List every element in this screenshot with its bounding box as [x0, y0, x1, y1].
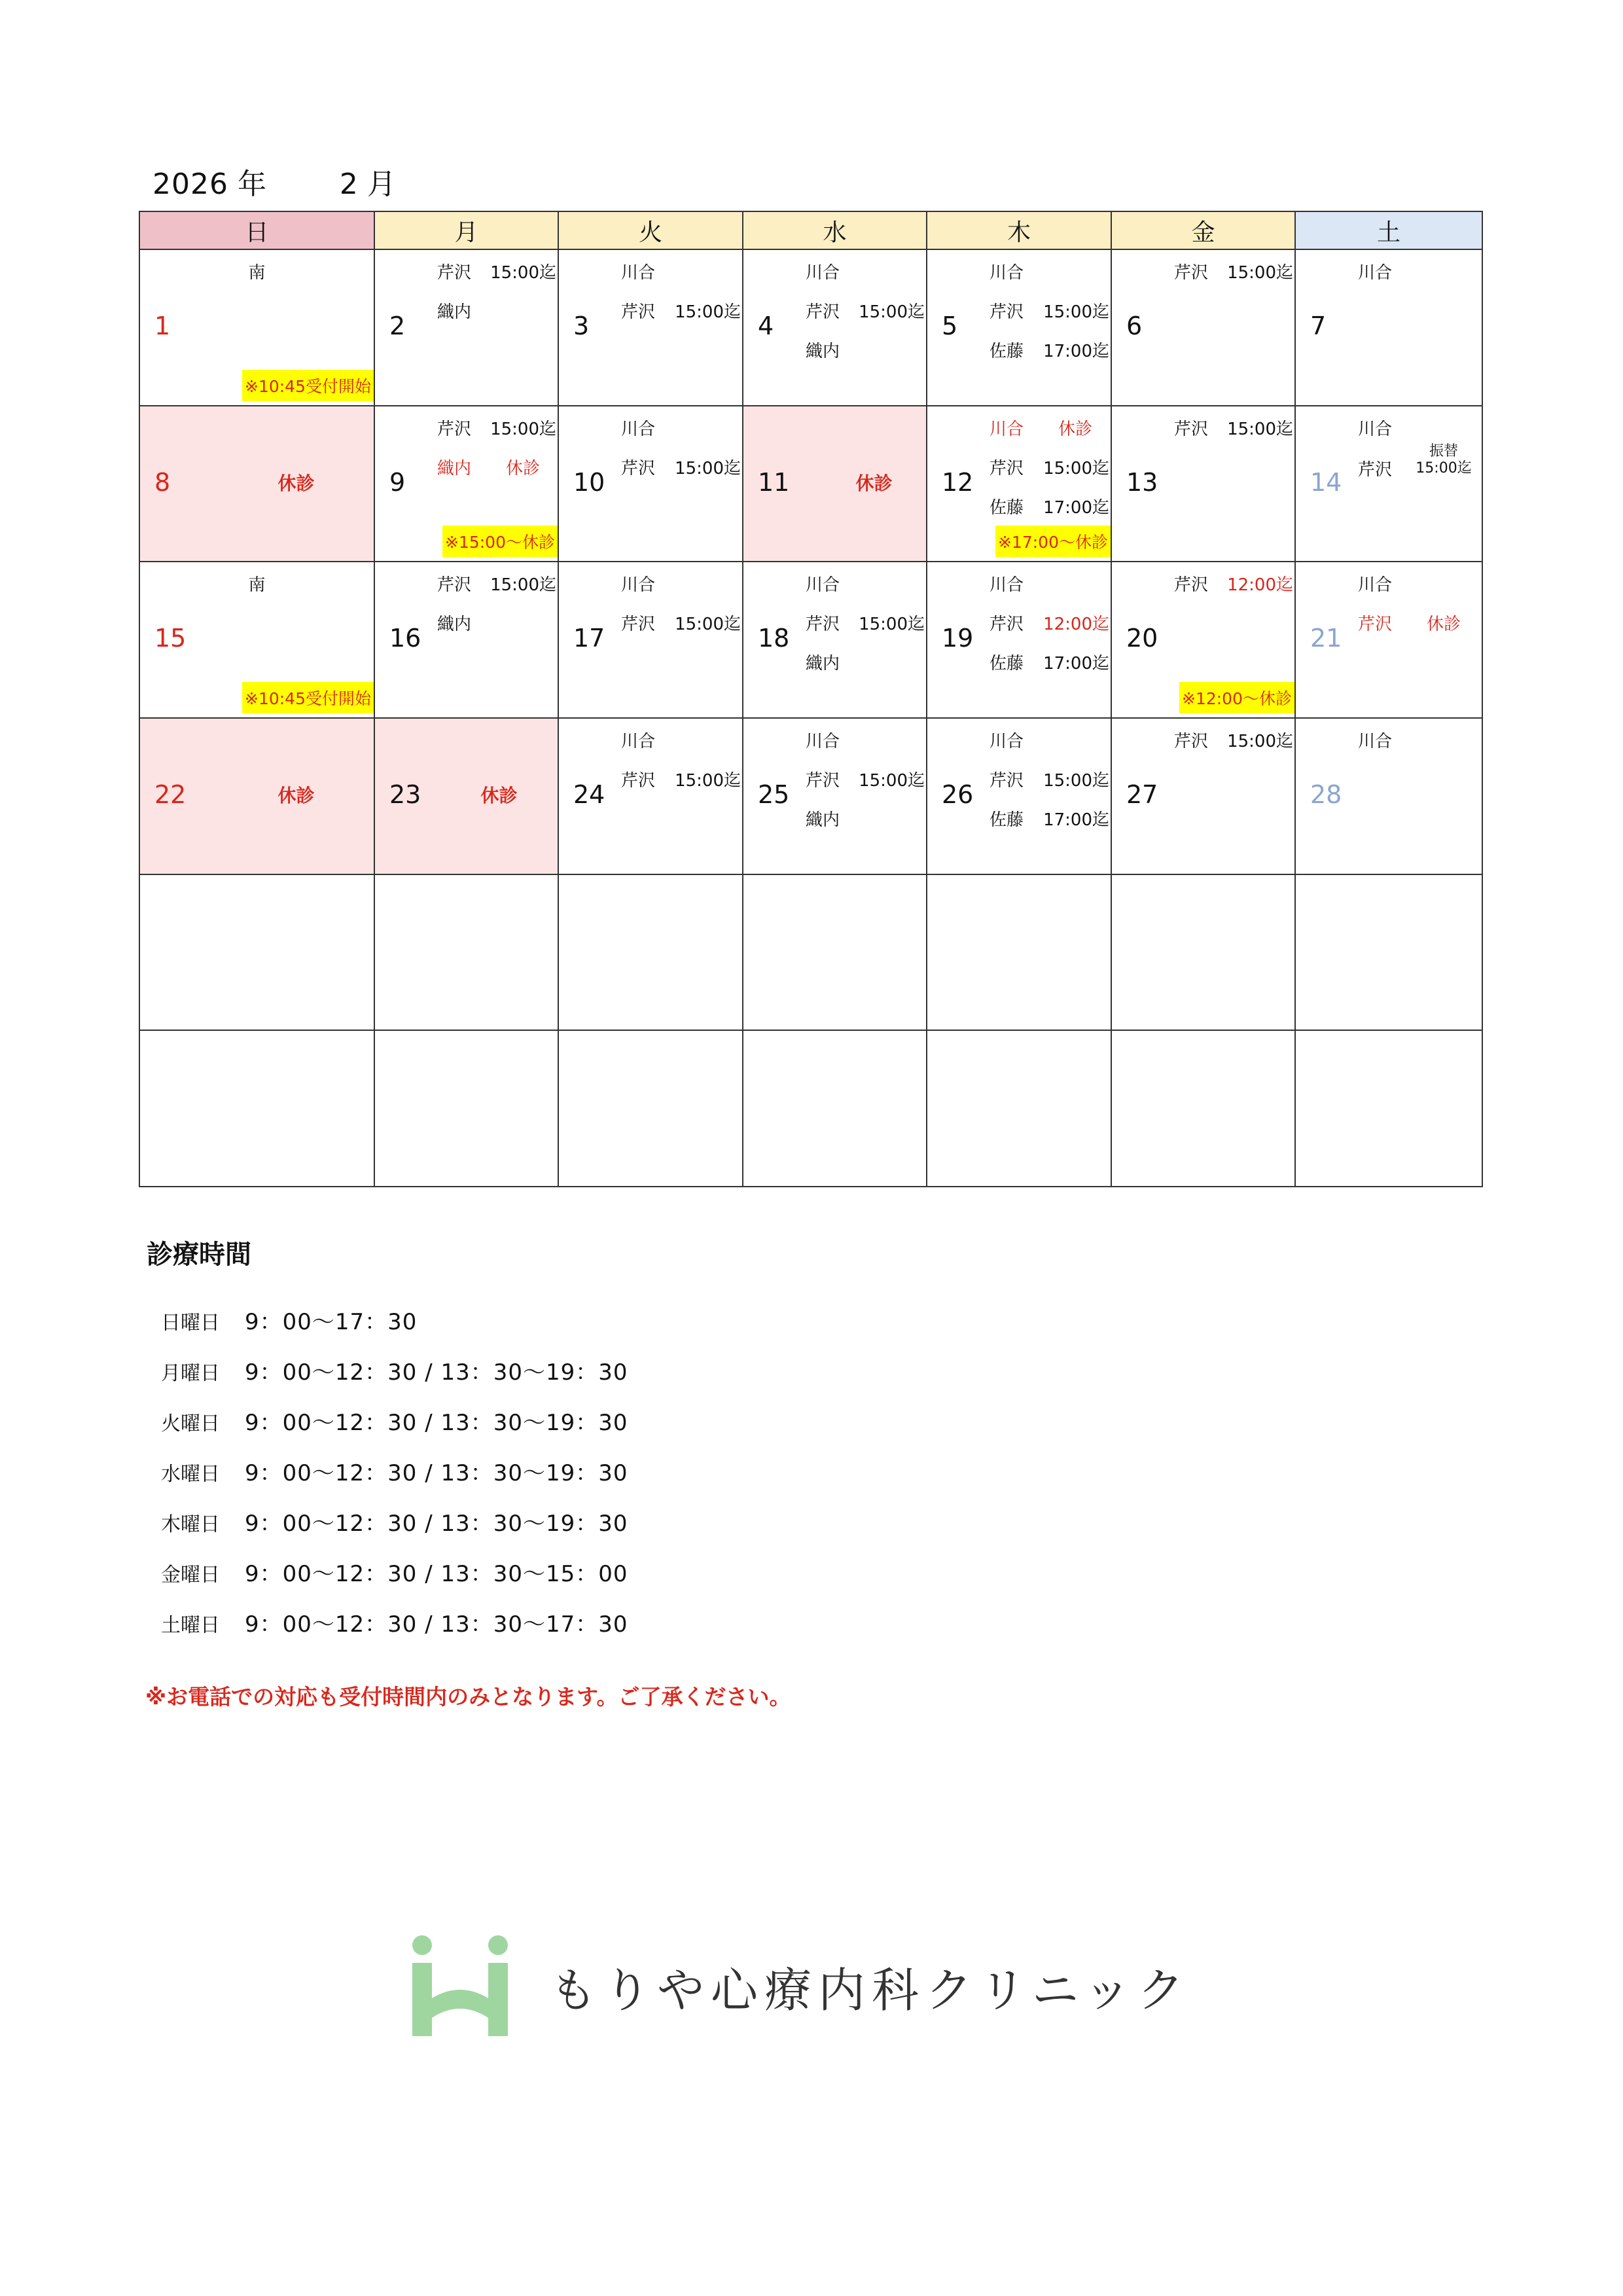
- doctor-time: 15:00迄: [859, 615, 925, 635]
- day-number: 7: [1310, 312, 1327, 341]
- doctor-time: 15:00迄: [490, 575, 556, 596]
- doctor-time: 15:00迄: [859, 302, 925, 323]
- doctor-name: 川合: [990, 419, 1024, 439]
- day-cell: [558, 562, 743, 718]
- schedule-note: ※17:00～休診: [995, 526, 1111, 557]
- week-row: [139, 718, 1482, 874]
- day-number: 19: [942, 624, 974, 653]
- doctor-name: 芹沢: [1174, 419, 1209, 439]
- doctor-name: 南: [248, 263, 266, 283]
- day-cell: [374, 874, 558, 1031]
- day-number: 16: [389, 624, 421, 653]
- doctor-name: 織内: [437, 615, 472, 635]
- doctor-name: 織内: [806, 810, 840, 831]
- day-cell: [374, 718, 558, 874]
- doctor-time: 12:00迄: [1043, 615, 1109, 635]
- doctor-time: 15:00迄: [1227, 419, 1293, 439]
- day-cell: [139, 249, 374, 406]
- week-row: [139, 1030, 1482, 1187]
- doctor-time: 15:00迄: [1227, 263, 1293, 283]
- doctor-name: 芹沢: [1358, 459, 1393, 480]
- doctor-time: 15:00迄: [1416, 459, 1472, 476]
- weekday-wed: 水: [743, 211, 927, 249]
- year-unit: 年: [237, 168, 266, 201]
- doctor-name: 南: [248, 575, 266, 596]
- transfer-label: 振替: [1429, 442, 1458, 459]
- doctor-name: 川合: [621, 419, 656, 439]
- calendar-table: [139, 211, 1483, 1187]
- weekday-sun: 日: [139, 211, 374, 249]
- doctor-time: 15:00迄: [1043, 302, 1109, 323]
- month-unit: 月: [366, 168, 396, 201]
- doctor-name: 芹沢: [621, 302, 656, 323]
- transfer-note: [1411, 443, 1476, 477]
- doctor-time: 15:00迄: [1227, 732, 1293, 752]
- hours-row: [161, 1455, 628, 1487]
- calendar-title: [152, 160, 396, 202]
- doctor-time: 15:00迄: [675, 302, 741, 323]
- day-number: 22: [154, 780, 187, 810]
- day-cell: [558, 874, 743, 1031]
- doctor-name: 芹沢: [437, 263, 472, 283]
- day-cell: [139, 1030, 374, 1187]
- day-number: 3: [573, 312, 590, 341]
- hours-day: 土曜日: [161, 1614, 220, 1637]
- day-number: 20: [1126, 624, 1158, 653]
- doctor-time: 17:00迄: [1043, 810, 1109, 831]
- doctor-time: 15:00迄: [675, 771, 741, 791]
- day-cell: [927, 562, 1111, 718]
- day-number: 1: [154, 312, 171, 341]
- hours-day: 木曜日: [161, 1513, 220, 1536]
- week-row: [139, 249, 1482, 406]
- closed-label: 休診: [855, 472, 893, 494]
- doctor-name: 芹沢: [990, 458, 1024, 478]
- weekday-sat: 土: [1295, 211, 1482, 249]
- doctor-name: 織内: [806, 342, 840, 362]
- day-cell: [139, 406, 374, 562]
- closed-label: 休診: [506, 458, 541, 478]
- day-cell: [1111, 718, 1295, 874]
- day-cell: [927, 249, 1111, 406]
- day-number: 6: [1126, 312, 1143, 341]
- doctor-name: 芹沢: [806, 615, 840, 635]
- day-cell: [139, 874, 374, 1031]
- weekday-header-row: [139, 211, 1482, 249]
- doctor-time: 15:00迄: [1043, 458, 1109, 478]
- weekday-fri: 金: [1111, 211, 1295, 249]
- day-cell: [743, 406, 927, 562]
- hours-time: 9：00～12：30 / 13：30～19：30: [245, 1410, 628, 1436]
- doctor-name: 織内: [437, 458, 472, 478]
- day-cell: [743, 249, 927, 406]
- day-number: 10: [573, 467, 605, 497]
- day-cell: [927, 874, 1111, 1031]
- doctor-time: 17:00迄: [1043, 497, 1109, 518]
- day-cell: [927, 406, 1111, 562]
- hours-row: [161, 1354, 628, 1386]
- day-number: 2: [389, 312, 406, 341]
- clinic-name: もりや心療内科クリニック: [550, 1963, 1191, 2018]
- day-number: 15: [154, 624, 187, 653]
- doctor-name: 川合: [806, 575, 840, 596]
- schedule-note: ※12:00～休診: [1179, 682, 1294, 713]
- closed-label: 休診: [480, 785, 518, 807]
- day-number: 24: [573, 780, 605, 810]
- doctor-name: 芹沢: [621, 458, 656, 478]
- doctor-name: 芹沢: [621, 771, 656, 791]
- day-cell: [1111, 1030, 1295, 1187]
- day-number: 11: [758, 467, 790, 497]
- weekday-thu: 木: [927, 211, 1111, 249]
- day-cell: [743, 1030, 927, 1187]
- hours-day: 月曜日: [161, 1362, 220, 1385]
- day-cell: [558, 1030, 743, 1187]
- day-cell: [374, 1030, 558, 1187]
- day-cell: [558, 718, 743, 874]
- doctor-name: 芹沢: [1358, 615, 1393, 635]
- doctor-name: 芹沢: [990, 615, 1024, 635]
- clinic-logo-icon: [411, 1934, 509, 2039]
- doctor-time: 15:00迄: [490, 263, 556, 283]
- closed-label: 休診: [1058, 419, 1093, 439]
- day-cell: [374, 562, 558, 718]
- day-cell: [374, 249, 558, 406]
- doctor-name: 川合: [621, 732, 656, 752]
- doctor-time: 15:00迄: [1043, 771, 1109, 791]
- day-number: 9: [389, 467, 406, 497]
- hours-time: 9：00～12：30 / 13：30～17：30: [245, 1611, 628, 1638]
- day-cell: [927, 1030, 1111, 1187]
- doctor-name: 芹沢: [990, 302, 1024, 323]
- month-value: 2: [339, 168, 358, 201]
- week-row: [139, 562, 1482, 718]
- closed-label: 休診: [277, 472, 315, 494]
- hours-day: 金曜日: [161, 1564, 220, 1587]
- hours-row: [161, 1556, 628, 1588]
- weekday-tue: 火: [558, 211, 743, 249]
- day-number: 17: [573, 624, 605, 653]
- day-cell: [1295, 874, 1482, 1031]
- closed-label: 休診: [277, 785, 315, 807]
- doctor-name: 芹沢: [621, 615, 656, 635]
- weekday-mon: 月: [374, 211, 558, 249]
- doctor-name: 芹沢: [1174, 263, 1209, 283]
- week-row: [139, 874, 1482, 1031]
- hours-row: [161, 1606, 628, 1638]
- doctor-time: 15:00迄: [859, 771, 925, 791]
- hours-title: 診療時間: [147, 1240, 251, 1270]
- day-number: 13: [1126, 467, 1158, 497]
- doctor-name: 川合: [806, 732, 840, 752]
- doctor-name: 織内: [806, 654, 840, 674]
- doctor-name: 佐藤: [990, 497, 1024, 518]
- day-cell: [1295, 562, 1482, 718]
- doctor-name: 川合: [621, 263, 656, 283]
- schedule-note: ※10:45受付開始: [242, 682, 374, 713]
- hours-time: 9：00～12：30 / 13：30～15：00: [245, 1561, 628, 1587]
- hours-time: 9：00～12：30 / 13：30～19：30: [245, 1511, 628, 1537]
- day-cell: [1111, 406, 1295, 562]
- doctor-name: 佐藤: [990, 810, 1024, 831]
- doctor-name: 芹沢: [990, 771, 1024, 791]
- day-cell: [927, 718, 1111, 874]
- day-number: 27: [1126, 780, 1158, 810]
- doctor-name: 芹沢: [1174, 575, 1209, 596]
- day-cell: [374, 406, 558, 562]
- doctor-name: 織内: [437, 302, 472, 323]
- schedule-note: ※10:45受付開始: [242, 370, 374, 401]
- doctor-name: 芹沢: [1174, 732, 1209, 752]
- day-number: 25: [758, 780, 790, 810]
- day-cell: [1111, 562, 1295, 718]
- day-cell: [1295, 249, 1482, 406]
- doctor-time: 12:00迄: [1227, 575, 1293, 596]
- day-number: 14: [1310, 467, 1342, 497]
- day-number: 5: [942, 312, 958, 341]
- doctor-name: 川合: [990, 263, 1024, 283]
- doctor-time: 15:00迄: [675, 458, 741, 478]
- hours-time: 9：00～17：30: [245, 1309, 418, 1335]
- doctor-name: 川合: [990, 575, 1024, 596]
- hours-time: 9：00～12：30 / 13：30～19：30: [245, 1359, 628, 1386]
- doctor-time: 17:00迄: [1043, 342, 1109, 362]
- doctor-time: 15:00迄: [675, 615, 741, 635]
- hours-day: 火曜日: [161, 1412, 220, 1435]
- day-cell: [1111, 874, 1295, 1031]
- day-cell: [558, 406, 743, 562]
- doctor-time: 15:00迄: [490, 419, 556, 439]
- day-number: 18: [758, 624, 790, 653]
- doctor-name: 芹沢: [437, 575, 472, 596]
- doctor-name: 川合: [1358, 732, 1393, 752]
- day-number: 21: [1310, 624, 1342, 653]
- schedule-note: ※15:00～休診: [442, 526, 558, 557]
- day-number: 28: [1310, 780, 1342, 810]
- day-number: 12: [942, 467, 974, 497]
- day-cell: [1295, 406, 1482, 562]
- hours-day: 日曜日: [161, 1312, 220, 1335]
- hours-time: 9：00～12：30 / 13：30～19：30: [245, 1460, 628, 1486]
- doctor-name: 川合: [1358, 575, 1393, 596]
- hours-day: 水曜日: [161, 1463, 220, 1486]
- doctor-name: 佐藤: [990, 654, 1024, 674]
- day-cell: [1111, 249, 1295, 406]
- day-number: 23: [389, 780, 421, 810]
- doctor-name: 芹沢: [806, 771, 840, 791]
- hours-row: [161, 1405, 628, 1437]
- doctor-name: 芹沢: [806, 302, 840, 323]
- day-cell: [558, 249, 743, 406]
- day-cell: [139, 718, 374, 874]
- day-cell: [743, 562, 927, 718]
- doctor-name: 川合: [1358, 263, 1393, 283]
- day-cell: [139, 562, 374, 718]
- day-number: 4: [758, 312, 774, 341]
- year-value: 2026: [152, 168, 228, 201]
- day-number: 26: [942, 780, 974, 810]
- day-number: 8: [154, 467, 171, 497]
- doctor-name: 川合: [990, 732, 1024, 752]
- day-cell: [1295, 1030, 1482, 1187]
- doctor-time: 17:00迄: [1043, 654, 1109, 674]
- doctor-name: 川合: [1358, 419, 1393, 439]
- day-cell: [1295, 718, 1482, 874]
- hours-row: [161, 1505, 628, 1537]
- hours-row: [161, 1304, 417, 1336]
- phone-notice: ※お電話での対応も受付時間内のみとなります。ご了承ください。: [145, 1684, 791, 1710]
- week-row: [139, 406, 1482, 562]
- doctor-name: 川合: [621, 575, 656, 596]
- day-cell: [743, 874, 927, 1031]
- doctor-name: 佐藤: [990, 342, 1024, 362]
- closed-label: 休診: [1427, 615, 1461, 635]
- day-cell: [743, 718, 927, 874]
- doctor-name: 芹沢: [437, 419, 472, 439]
- doctor-name: 川合: [806, 263, 840, 283]
